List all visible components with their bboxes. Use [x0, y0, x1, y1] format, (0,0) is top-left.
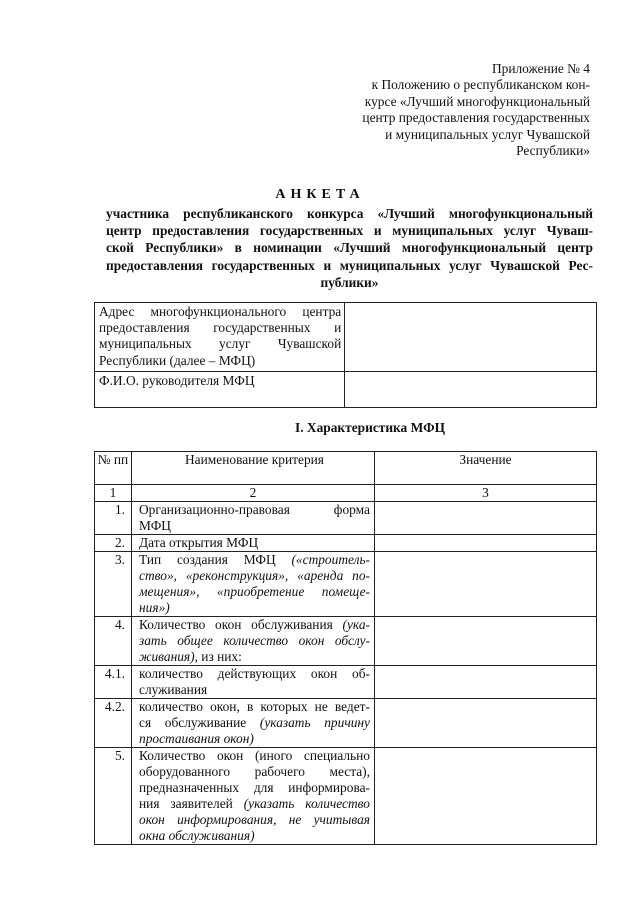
row-num: 4. [95, 617, 132, 666]
appendix-line: центр предоставления государственных [362, 110, 590, 126]
row-criterion: количество окон, в которых не ведет- ся обслуживание (указать причину простаивания окон) [132, 699, 375, 748]
appendix-line: курсе «Лучший многофункциональный [364, 93, 590, 109]
section-title: I. Характеристика МФЦ [295, 420, 445, 435]
appendix-line: и муниципальных услуг Чувашской [385, 126, 590, 142]
info-row-address [95, 303, 597, 372]
column-number-row [95, 485, 597, 502]
info-table [94, 302, 597, 408]
address-label: Адрес многофункционального центра предоставления государственных и муниципальных услуг Чувашской Республики (далее – МФЦ) [95, 303, 345, 372]
appendix-header [340, 61, 590, 159]
appendix-line: Приложение № 4 [491, 61, 590, 76]
header-num: № пп [95, 452, 132, 485]
row-criterion: Тип создания МФЦ («строитель- ство», «реконструкция», «аренда по- мещения», «приобретение помеще- ния») [132, 552, 375, 617]
criteria-table [94, 451, 597, 845]
subtitle-line: участника республиканского конкурса «Лучший многофункциональный [106, 206, 593, 221]
col-number: 1 [95, 485, 132, 502]
row-criterion: Количество окон обслуживания (ука- зать общее количество окон обслу- живания), из них: [132, 617, 375, 666]
subtitle-line: публики» [320, 274, 379, 290]
col-number: 3 [375, 485, 597, 502]
row-value-cell[interactable] [375, 535, 597, 552]
subtitle-line: предоставления государственных и муниципальных услуг Чувашской Рес- [106, 257, 593, 273]
header-row [95, 452, 597, 485]
address-value-cell[interactable] [345, 303, 597, 372]
subtitle-line: центр предоставления государственных и муниципальных услуг Чуваш- [106, 223, 593, 239]
header-value: Значение [375, 452, 597, 485]
row-num: 4.2. [95, 699, 132, 748]
header-name: Наименование критерия [132, 452, 375, 485]
row-num: 5. [95, 748, 132, 845]
row-value-cell[interactable] [375, 552, 597, 617]
row-num: 4.1. [95, 666, 132, 699]
table-row [95, 748, 597, 845]
director-value-cell[interactable] [345, 371, 597, 407]
row-num: 3. [95, 552, 132, 617]
row-criterion: Организационно-правовая форма МФЦ [132, 502, 375, 535]
row-num: 2. [95, 535, 132, 552]
info-row-director [95, 371, 597, 407]
appendix-line: Республики» [516, 143, 590, 159]
anketa-subtitle [106, 205, 593, 291]
subtitle-line: ской Республики» в номинации «Лучший многофункциональный центр [106, 240, 593, 256]
row-value-cell[interactable] [375, 699, 597, 748]
row-criterion: количество действующих окон об- служивания [132, 666, 375, 699]
director-label: Ф.И.О. руководителя МФЦ [95, 371, 345, 407]
table-row [95, 535, 597, 552]
table-row [95, 552, 597, 617]
row-value-cell[interactable] [375, 748, 597, 845]
table-row [95, 617, 597, 666]
table-row [95, 502, 597, 535]
appendix-line: к Положению о республиканском кон- [371, 77, 590, 93]
row-value-cell[interactable] [375, 502, 597, 535]
row-criterion: Количество окон (иного специально оборудованного рабочего места), предназначенных для информирова- ния заявителей (указать количество окон информирования, не учитывая окна обслуживания) [132, 748, 375, 845]
row-value-cell[interactable] [375, 617, 597, 666]
row-value-cell[interactable] [375, 666, 597, 699]
table-row [95, 699, 597, 748]
table-row [95, 666, 597, 699]
row-criterion: Дата открытия МФЦ [132, 535, 375, 552]
anketa-title: АНКЕТА [275, 187, 365, 202]
col-number: 2 [132, 485, 375, 502]
row-num: 1. [95, 502, 132, 535]
